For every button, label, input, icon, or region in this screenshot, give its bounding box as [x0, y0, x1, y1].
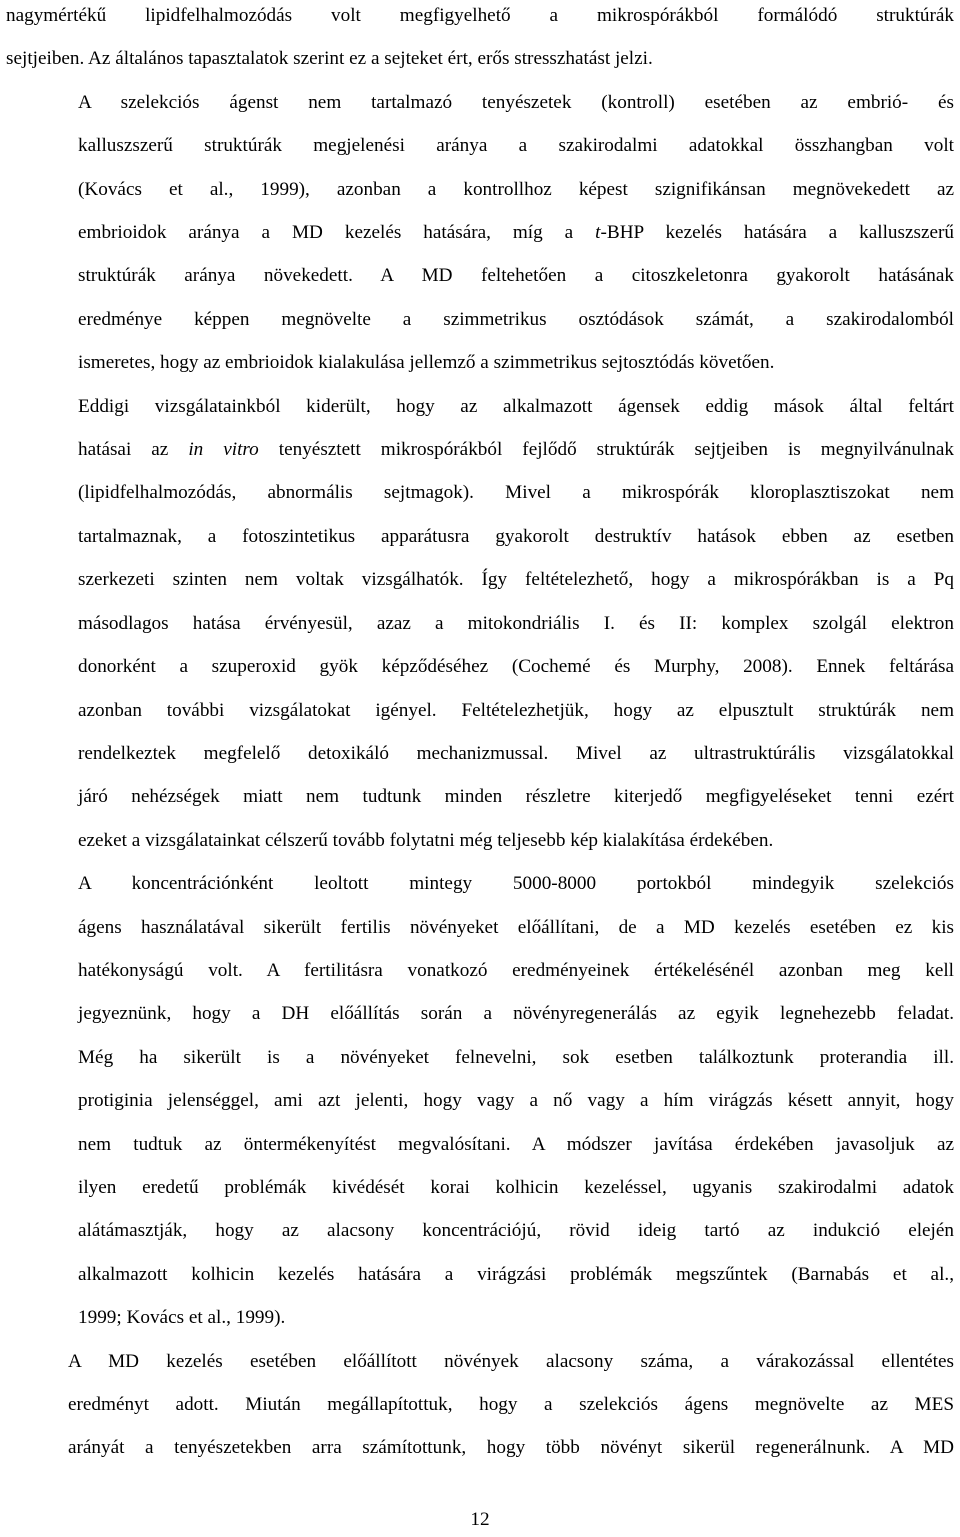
text-line: struktúrák aránya növekedett. A MD feltehetően a citoszkeletonra gyakorolt hatásának — [78, 265, 954, 287]
paragraph-fertile-plants — [6, 862, 954, 1339]
text-line: eredménye képpen megnövelte a szimmetrikus osztódások számát, a szakirodalomból — [78, 308, 954, 330]
text-line: rendelkeztek megfelelő detoxikáló mechanizmussal. Mivel az ultrastruktúrális vizsgálatokkal — [78, 742, 954, 764]
text-line: A szelekciós ágenst nem tartalmazó tenyészetek (kontroll) esetében az embrió- és — [78, 91, 954, 113]
text-line: ezeket a vizsgálatainkat célszerű tovább folytatni még teljesebb kép kialakítása érdekében. — [78, 829, 774, 851]
text-line: 1999; Kovács et al., 1999). — [78, 1307, 286, 1329]
document-page — [6, 0, 954, 1470]
paragraph-continuation — [6, 0, 954, 81]
text-line: donorként a szuperoxid gyök képződéséhez (Cochemé és Murphy, 2008). Ennek feltárása — [78, 656, 954, 678]
text-line: ismeretes, hogy az embrioidok kialakulása jellemző a szimmetrikus sejtosztódás követően. — [78, 352, 775, 374]
text-line: sejtjeiben. Az általános tapasztalatok szerint ez a sejteket ért, erős stresszhatást jelzi. — [6, 48, 653, 70]
text-line: jegyeznünk, hogy a DH előállítás során a növényregenerálás az egyik legnehezebb feladat. — [78, 1003, 954, 1025]
text-line: Eddigi vizsgálatainkból kiderült, hogy az alkalmazott ágensek eddig mások által feltárt — [78, 395, 954, 417]
text-line: eredményt adott. Miután megállapítottuk, hogy a szelekciós ágens megnövelte az MES — [68, 1394, 954, 1415]
text-line: arányát a tenyészetekben arra számítottunk, hogy több növényt sikerül regenerálnunk. A MD — [68, 1437, 954, 1459]
paragraph-agents-effects — [6, 385, 954, 862]
text-line: kalluszszerű struktúrák megjelenési aránya a szakirodalmi adatokkal összhangban volt — [78, 135, 954, 157]
text-line: járó nehézségek miatt nem tudtunk minden részletre kiterjedő megfigyeléseket tenni ezért — [78, 786, 954, 808]
text-line: ágens használatával sikerült fertilis növényeket előállítani, de a MD kezelés esetében ez kis — [78, 916, 954, 938]
text-line: szerkezeti szinten nem voltak vizsgálhatók. Így feltételezhető, hogy a mikrospórákban is a Pq — [78, 569, 954, 591]
paragraph-md-treatment — [6, 1340, 954, 1470]
text-line: hatékonyságú volt. A fertilitásra vonatkozó eredményeinek értékelésénél azonban meg kell — [78, 959, 954, 981]
page-number: 12 — [470, 1509, 490, 1530]
text-line: nagymértékű lipidfelhalmozódás volt megfigyelhető a mikrospórákból formálódó struktúrák — [6, 5, 954, 26]
text-line: Még ha sikerült is a növényeket felnevelni, sok esetben találkoztunk proterandia ill. — [78, 1046, 954, 1068]
text-line: nem tudtuk az öntermékenyítést megvalósítani. A módszer javítása érdekében javasoljuk az — [78, 1133, 954, 1155]
text-line: azonban további vizsgálatokat igényel. Feltételezhetjük, hogy az elpusztult struktúrák nem — [78, 699, 954, 721]
text-line: A koncentrációnként leoltott mintegy 5000-8000 portokból mindegyik szelekciós — [78, 873, 954, 895]
text-line: A MD kezelés esetében előállított növények alacsony száma, a várakozással ellentétes — [68, 1350, 954, 1372]
paragraph-selection-control — [6, 81, 954, 385]
text-line: másodlagos hatása érvényesül, azaz a mitokondriális I. és II: komplex szolgál elektron — [78, 612, 954, 634]
text-line: tartalmaznak, a fotoszintetikus apparátusra gyakorolt destruktív hatások ebben az esetben — [78, 525, 954, 547]
text-line: alátámasztják, hogy az alacsony koncentrációjú, rövid ideig tartó az indukció elején — [78, 1220, 954, 1242]
text-line: embrioidok aránya a MD kezelés hatására, míg a t-BHP kezelés hatására a kalluszszerű — [78, 222, 954, 244]
text-line: ilyen eredetű problémák kivédését korai kolhicin kezeléssel, ugyanis szakirodalmi adatok — [78, 1176, 954, 1198]
text-line: (Kovács et al., 1999), azonban a kontrollhoz képest szignifikánsan megnövekedett az — [78, 178, 954, 200]
text-line: protiginia jelenséggel, ami azt jelenti, hogy vagy a nő vagy a hím virágzás késett annyit, hogy — [78, 1090, 954, 1112]
text-line: (lipidfelhalmozódás, abnormális sejtmagok). Mivel a mikrospórák kloroplasztiszokat nem — [78, 482, 954, 504]
text-line: hatásai az in vitro tenyésztett mikrospórákból fejlődő struktúrák sejtjeiben is megnyilvánulnak — [78, 439, 954, 461]
text-line: alkalmazott kolhicin kezelés hatására a virágzási problémák megszűntek (Barnabás et al., — [78, 1263, 954, 1285]
